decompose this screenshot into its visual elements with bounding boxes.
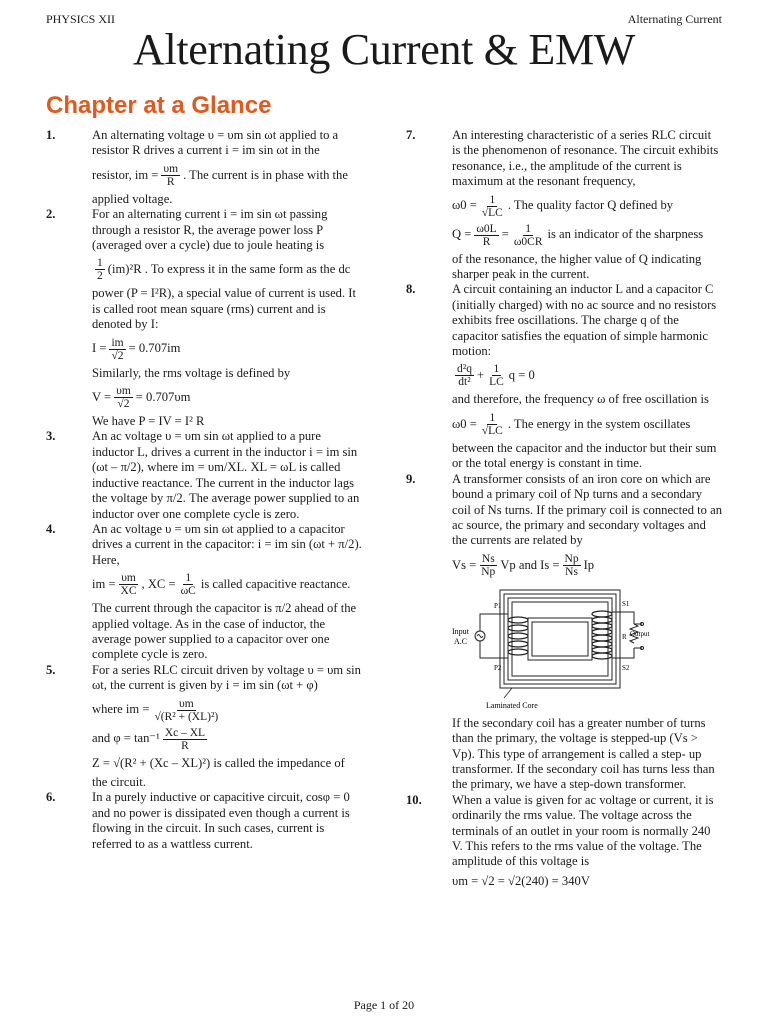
fraction: [474, 223, 498, 248]
item-text: An interesting characteristic of a series RLC circuit is the phenomenon of resonance. The circuit exhibits resonance, i.e., the amplitude of the current is maximum at the resonant frequency,: [452, 128, 719, 189]
fraction: [114, 385, 133, 410]
s1-label: S1: [622, 599, 630, 608]
numerator: 1: [489, 411, 496, 424]
numerator: Np: [564, 552, 579, 565]
item-number: 2.: [46, 207, 56, 222]
eq-body: Z = √(R² + (Xc – XL)²): [92, 755, 211, 770]
fraction: [109, 337, 125, 362]
numerator: 1: [493, 363, 500, 376]
denominator: dt²: [458, 376, 471, 389]
numerator: d²q: [457, 363, 472, 376]
page-title: Alternating Current & EMW: [132, 25, 636, 74]
fraction: [95, 257, 105, 282]
item-text: We have P = IV = I² R: [92, 414, 205, 429]
numerator: 1: [489, 193, 496, 206]
item-number: 1.: [46, 128, 56, 142]
list-item-7: [406, 128, 722, 282]
eq-suffix: . The energy in the system oscillates: [507, 416, 691, 431]
fraction: [480, 194, 505, 219]
eq-suffix: . The current is in phase with the: [183, 167, 348, 182]
item-text: For an alternating current i = im sin ωt passing through a resistor R, the average power loss P (averaged over a cycle) due to joule heating is: [92, 207, 328, 253]
item-text: A circuit containing an inductor L and a capacitor C (initially charged) with no ac source and no resistors exhibits free oscillations. The charge q of the capacitor satisfies the equation of simple harmonic motion:: [452, 282, 717, 359]
eq-suffix: . The quality factor Q defined by: [507, 198, 674, 213]
item-text: In a purely inductive or capacitive circuit, cosφ = 0 and no power is dissipated even though a current is flowing in the circuit. In such cases, current is referred to as a wattless current.: [92, 790, 350, 851]
eq-prefix: and φ = tan⁻¹: [92, 731, 160, 746]
eq-mid: Vp and Is =: [500, 557, 560, 572]
numerator: υm: [121, 572, 136, 585]
eq-prefix: im =: [92, 576, 116, 591]
header-subject: PHYSICS XII: [46, 12, 116, 26]
equation: [92, 385, 362, 410]
list-item-4: [46, 522, 362, 663]
numerator: ω0L: [476, 222, 497, 235]
eq-prefix: where im =: [92, 702, 150, 717]
fraction: [487, 363, 506, 388]
list-item-6: [46, 790, 362, 852]
denominator: 2: [97, 270, 103, 283]
eq-mid: , XC =: [141, 576, 176, 591]
list-item-2: [46, 207, 362, 429]
fraction: [563, 553, 581, 578]
list-item-9: [406, 472, 722, 793]
transformer-diagram: [452, 584, 662, 712]
eq-mid: =: [501, 227, 509, 242]
item-text: Similarly, the rms voltage is defined by: [92, 365, 291, 380]
denominator: R: [482, 235, 491, 248]
denominator: XC: [120, 585, 137, 598]
eq-prefix: I =: [92, 341, 107, 356]
eq-suffix: = 0.707υm: [135, 389, 191, 404]
numerator: im: [111, 336, 124, 349]
fraction: [161, 163, 180, 188]
item-number: 3.: [46, 429, 56, 444]
equation: [92, 727, 362, 752]
numerator: 1: [525, 222, 532, 235]
item-text: An alternating voltage υ = υm sin ωt applied to a resistor R drives a current i = im sin ωt in the: [92, 128, 339, 158]
eq-suffix: Ip: [583, 557, 595, 572]
fraction: [163, 727, 207, 752]
item-text: and therefore, the frequency ω of free oscillation is: [452, 392, 709, 407]
item-number: 4.: [46, 521, 56, 536]
item-number: 7.: [406, 128, 416, 142]
denominator: ω0CR: [513, 235, 543, 248]
item-text: When a value is given for ac voltage or current, it is ordinarily the rms value. The voltage across the terminals of an outlet in your room is normally 240 V. This refers to the rms value of the voltage. The amplitude of this voltage is: [452, 792, 714, 869]
fraction: [152, 698, 220, 723]
equation: [452, 194, 722, 219]
eq-prefix: Q =: [452, 227, 472, 242]
item-text: power (P = I²R), a special value of current is used. It is called root mean square (rms) current and is denoted by I:: [92, 286, 356, 332]
denominator: √LC: [481, 206, 503, 219]
denominator: √2: [111, 349, 124, 362]
eq-suffix: is an indicator of the sharpness: [547, 227, 704, 242]
numerator: 1: [97, 257, 103, 270]
eq-prefix: ω0 =: [452, 198, 477, 213]
output-label: Output: [630, 629, 650, 638]
item-text: of the resonance, the higher value of Q indicating sharper peak in the current.: [452, 251, 702, 282]
item-text: applied voltage.: [92, 191, 173, 206]
item-number: 9.: [406, 471, 416, 486]
ac-label: A.C: [454, 636, 468, 646]
eq-suffix: (im)²R . To express it in the same form as the dc: [107, 262, 351, 277]
equation: [92, 337, 362, 362]
fraction: [512, 223, 545, 248]
input-label: Input: [452, 626, 469, 636]
numerator: Ns: [481, 552, 495, 565]
eq-prefix: resistor, im =: [92, 167, 159, 182]
page-footer: Page 1 of 20: [353, 998, 415, 1012]
eq-prefix: ω0 =: [452, 416, 477, 431]
equation: [92, 698, 362, 723]
right-column: [406, 128, 722, 893]
equation: [92, 163, 362, 188]
item-number: 8.: [406, 282, 416, 297]
item-text: For a series RLC circuit driven by voltage υ = υm sin ωt, the current is given by i = im sin (ωt + φ): [92, 662, 361, 693]
equation: [452, 223, 722, 248]
denominator: R: [181, 739, 189, 752]
equation: [92, 257, 362, 282]
list-item-8: [406, 282, 722, 471]
item-text: An ac voltage υ = υm sin ωt applied to a capacitor drives a current in the capacitor: i = im sin (ωt + π/2). Here,: [92, 521, 362, 567]
numerator: υm: [163, 162, 179, 175]
equation: [452, 412, 722, 437]
fraction: [455, 363, 474, 388]
item-number: 5.: [46, 662, 56, 677]
fraction: [480, 412, 505, 437]
equation: [452, 874, 722, 889]
transformer-svg: [452, 584, 662, 712]
eq-suffix: is called the impedance of: [213, 755, 345, 770]
eq-mid: +: [476, 368, 485, 383]
equation: [92, 572, 362, 597]
eq-prefix: Vs =: [452, 557, 477, 572]
list-item-1: [46, 128, 362, 207]
denominator: √LC: [481, 424, 503, 437]
numerator: υm: [179, 697, 194, 710]
item-text: If the secondary coil has a greater number of turns than the primary, the voltage is stepped-up (Vs > Vp). This type of arrangement is called a step- up transformer. If the secondary coil has turns less than the primary, we have a step-down transformer.: [452, 715, 715, 792]
eq-suffix: = 0.707im: [128, 341, 181, 356]
item-text: An ac voltage υ = υm sin ωt applied to a pure inductor L, drives a current in the inductor i = im sin (ωt – π/2), where im = υm/XL. XL = ωL is called inductive reactance. The current in the inductor lags the voltage by π/2. The average power supplied to an inductor over one complete cycle is zero.: [92, 429, 360, 521]
r-label: R: [622, 632, 627, 641]
chapter-heading: Chapter at a Glance: [46, 92, 272, 119]
equation: [92, 756, 362, 771]
core-label: Laminated Core: [486, 700, 538, 710]
eq-suffix: q = 0: [508, 368, 535, 383]
numerator: Xc – XL: [164, 726, 206, 739]
s2-label: S2: [622, 663, 630, 672]
numerator: 1: [185, 572, 192, 585]
denominator: √2: [117, 398, 130, 411]
item-number: 6.: [46, 790, 56, 805]
p1-label: P1: [494, 601, 502, 610]
item-text: A transformer consists of an iron core on which are bound a primary coil of Np turns and a secondary coil of Ns turns. If the primary coil is connected to an ac source, the primary and secondary voltages and the currents are related by: [452, 471, 722, 548]
fraction: [479, 553, 497, 578]
eq-body: υm = √2 = √2(240) = 340V: [452, 873, 590, 888]
equation: [452, 553, 722, 578]
fraction: [179, 572, 198, 597]
item-text: between the capacitor and the inductor but their sum or the total energy is constant in time.: [452, 440, 717, 471]
item-number: 10.: [406, 792, 422, 807]
denominator: ωC: [180, 585, 196, 598]
header-chapter: Alternating Current: [627, 12, 722, 26]
fraction: [119, 572, 139, 597]
item-text: the circuit.: [92, 774, 146, 789]
eq-suffix: is called capacitive reactance.: [200, 576, 351, 591]
list-item-5: [46, 663, 362, 791]
list-item-10: [406, 793, 722, 889]
denominator: √(R² + (XL)²): [154, 710, 219, 723]
eq-prefix: V =: [92, 389, 112, 404]
item-text: The current through the capacitor is π/2 ahead of the applied voltage. As in the case of inductor, the average power supplied to a capacitor over one complete cycle is zero.: [92, 601, 357, 662]
denominator: R: [166, 175, 175, 188]
p2-label: P2: [494, 663, 502, 672]
list-item-3: [46, 429, 362, 521]
numerator: υm: [116, 385, 131, 398]
left-column: [46, 128, 362, 852]
equation: [452, 363, 722, 388]
denominator: Ns: [565, 565, 578, 578]
denominator: Np: [481, 565, 496, 578]
denominator: LC: [489, 376, 504, 389]
